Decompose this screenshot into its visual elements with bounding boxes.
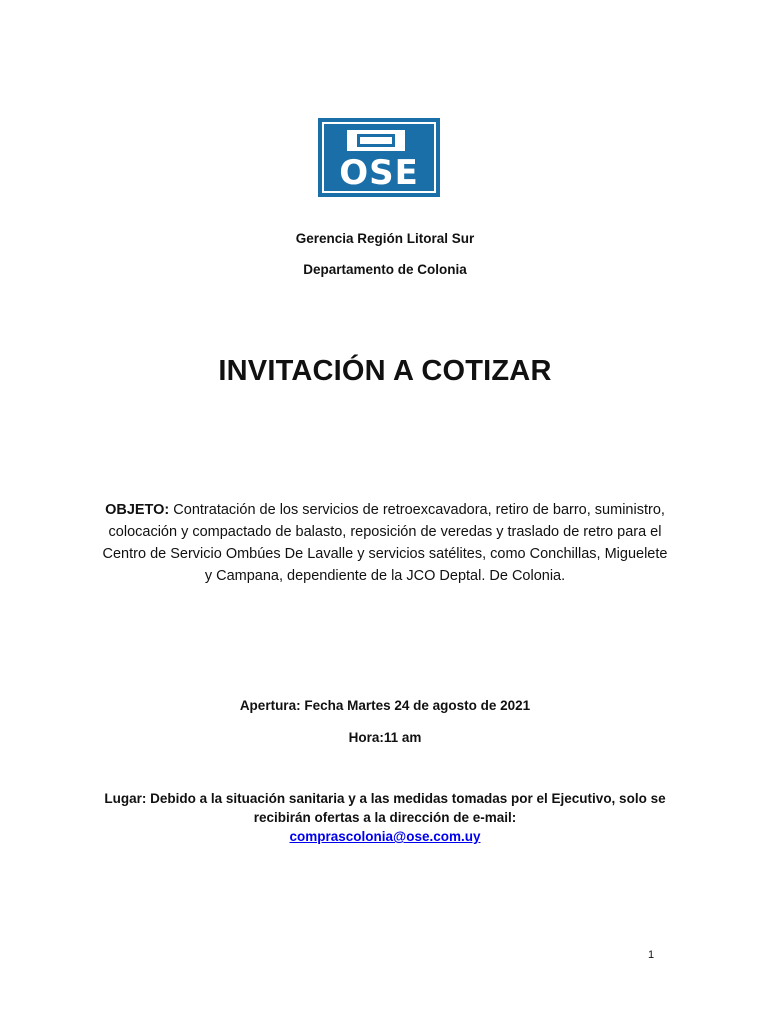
lugar-text: Lugar: Debido a la situación sanitaria y a las medidas tomadas por el Ejecutivo, solo se recibirán ofertas a la dirección de e-mail:	[104, 791, 666, 825]
logo-top-box-inner	[357, 134, 395, 147]
hora-line: Hora:11 am	[348, 730, 422, 745]
logo-text: OSE	[339, 153, 419, 193]
page-number: 1	[648, 949, 655, 961]
document-title: INVITACIÓN A COTIZAR	[218, 355, 552, 387]
header-departamento: Departamento de Colonia	[303, 262, 467, 277]
lugar-paragraph	[100, 789, 670, 846]
email-link[interactable]: comprascolonia@ose.com.uy	[289, 829, 481, 844]
objeto-text: Contratación de los servicios de retroexcavadora, retiro de barro, suministro, colocación y compactado de balasto, reposición de veredas y traslado de retro para el Centro de Servicio Ombúes De Lavalle y servicios satélites, como Conchillas, Miguelete y Campana, dependiente de la JCO Deptal. De Colonia.	[102, 502, 668, 584]
logo-top-box	[347, 130, 405, 151]
header-gerencia: Gerencia Región Litoral Sur	[295, 231, 475, 246]
ose-logo	[318, 118, 440, 197]
apertura-line: Apertura: Fecha Martes 24 de agosto de 2021	[239, 698, 531, 713]
logo-top-box-core	[360, 137, 392, 144]
objeto-label: OBJETO:	[105, 502, 170, 518]
objeto-paragraph	[100, 499, 670, 587]
